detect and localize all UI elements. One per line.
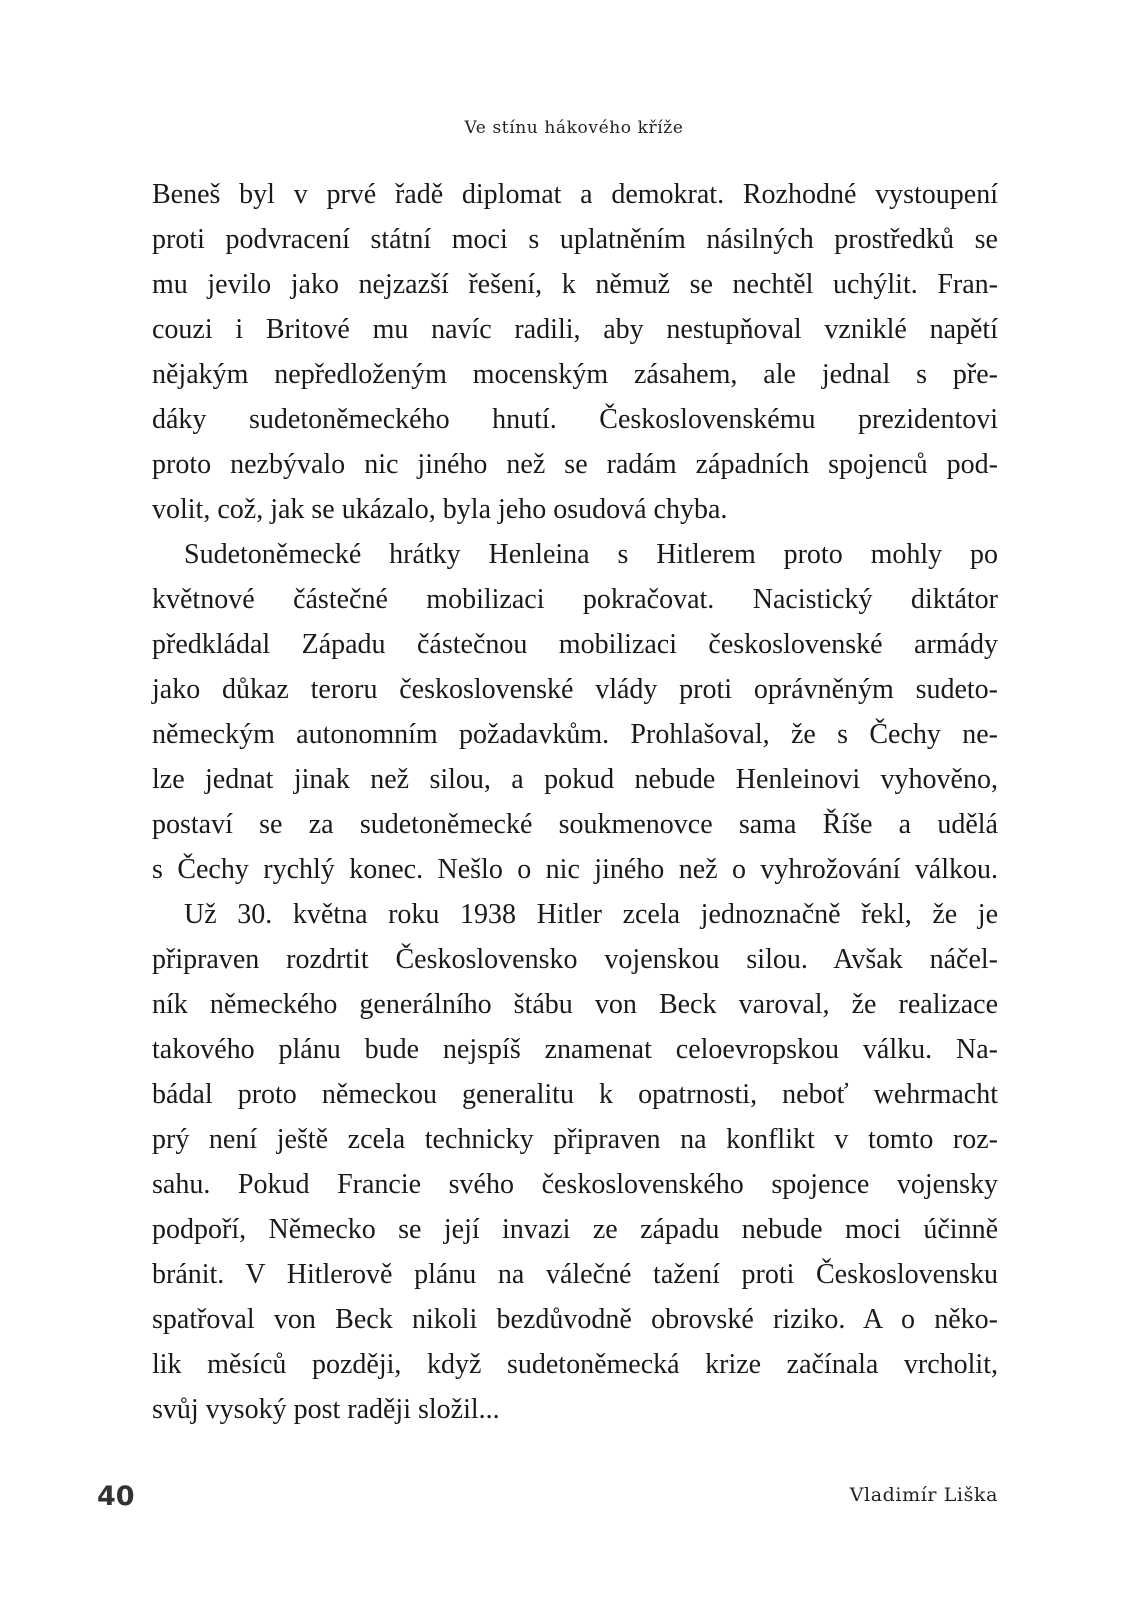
paragraph-1-line-6: dáky sudetoněmeckého hnutí. Československému prezidentovi — [152, 404, 998, 435]
paragraph-2-line-2: květnové částečné mobilizaci pokračovat. Nacistický diktátor — [152, 584, 998, 615]
author-name: Vladimír Liška — [849, 1484, 998, 1506]
paragraph-1-line-7: proto nezbývalo nic jiného než se radám západních spojenců pod- — [152, 449, 998, 480]
paragraph-2-line-7: postaví se za sudetoněmecké soukmenovce sama Říše a udělá — [152, 809, 998, 840]
paragraph-2-line-1: Sudetoněmecké hrátky Henleina s Hitlerem proto mohly po — [184, 539, 998, 570]
paragraph-1-line-4: couzi i Britové mu navíc radili, aby nestupňoval vzniklé napětí — [152, 314, 998, 345]
paragraph-3-line-11: lik měsíců později, když sudetoněmecká krize začínala vrcholit, — [152, 1349, 998, 1380]
paragraph-2-line-3: předkládal Západu částečnou mobilizaci československé armády — [152, 629, 998, 660]
paragraph-3-line-7: sahu. Pokud Francie svého československého spojence vojensky — [152, 1169, 998, 1200]
paragraph-1-line-3: mu jevilo jako nejzazší řešení, k němuž se nechtěl uchýlit. Fran- — [152, 269, 998, 300]
paragraph-2-line-8: s Čechy rychlý konec. Nešlo o nic jiného než o vyhrožování válkou. — [152, 854, 998, 885]
paragraph-2-line-4: jako důkaz teroru československé vlády proti oprávněným sudeto- — [152, 674, 998, 705]
paragraph-3-line-8: podpoří, Německo se její invazi ze západu nebude moci účinně — [152, 1214, 998, 1245]
paragraph-1-line-2: proti podvracení státní moci s uplatněním násilných prostředků se — [152, 224, 998, 255]
body-text — [152, 172, 998, 1432]
paragraph-3-line-6: prý není ještě zcela technicky připraven na konflikt v tomto roz- — [152, 1124, 998, 1155]
paragraph-3-line-2: připraven rozdrtit Československo vojenskou silou. Avšak náčel- — [152, 944, 998, 975]
paragraph-2-line-6: lze jednat jinak než silou, a pokud nebude Henleinovi vyhověno, — [152, 764, 998, 795]
paragraph-2-line-5: německým autonomním požadavkům. Prohlašoval, že s Čechy ne- — [152, 719, 998, 750]
paragraph-3-line-5: bádal proto německou generalitu k opatrnosti, neboť wehrmacht — [152, 1079, 998, 1110]
paragraph-3-line-3: ník německého generálního štábu von Beck varoval, že realizace — [152, 989, 998, 1020]
paragraph-3-line-1: Už 30. května roku 1938 Hitler zcela jednoznačně řekl, že je — [184, 899, 998, 930]
paragraph-3-line-9: bránit. V Hitlerově plánu na válečné tažení proti Československu — [152, 1259, 998, 1290]
paragraph-1-line-8: volit, což, jak se ukázalo, byla jeho osudová chyba. — [152, 494, 728, 525]
paragraph-3-line-10: spatřoval von Beck nikoli bezdůvodně obrovské riziko. A o něko- — [152, 1304, 998, 1335]
paragraph-1-line-1: Beneš byl v prvé řadě diplomat a demokrat. Rozhodné vystoupení — [152, 179, 998, 210]
paragraph-3-line-4: takového plánu bude nejspíš znamenat celoevropskou válku. Na- — [152, 1034, 998, 1065]
paragraph-3-line-12: svůj vysoký post raději složil... — [152, 1394, 500, 1425]
page-number: 40 — [97, 1481, 135, 1512]
running-header-title: Ve stínu hákového kříže — [464, 118, 684, 138]
paragraph-1-line-5: nějakým nepředloženým mocenským zásahem, ale jednal s pře- — [152, 359, 998, 390]
